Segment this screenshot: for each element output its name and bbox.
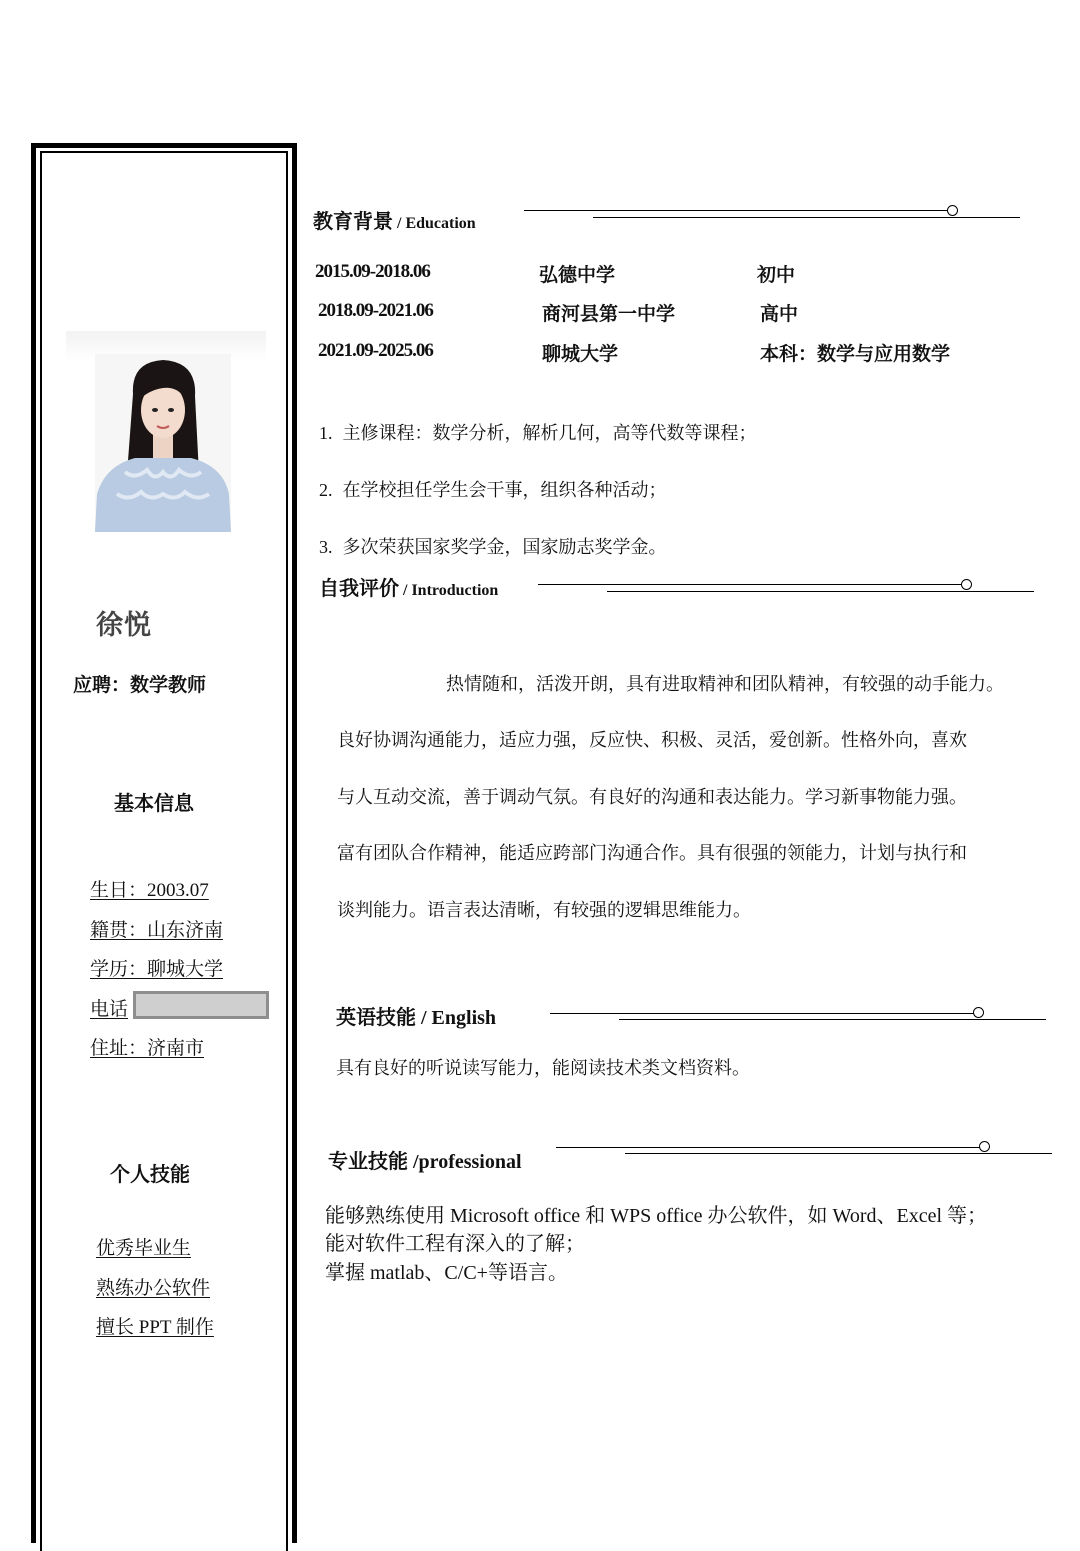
edu-note-text: 在学校担任学生会干事，组织各种活动； [342, 480, 667, 501]
edu-note-text: 多次荣获国家奖学金，国家励志奖学金。 [342, 537, 667, 558]
edu-note-number: 1. [319, 423, 333, 443]
edu-note-number: 2. [319, 480, 333, 500]
professional-title [328, 1145, 522, 1174]
skill-item: 熟练办公软件 [96, 1278, 211, 1299]
profile-photo [95, 354, 231, 532]
edu-note [319, 533, 667, 559]
english-rule-top [550, 1013, 974, 1014]
professional-line: 能对软件工程有深入的了解； [325, 1233, 585, 1255]
candidate-name: 徐悦 [96, 610, 152, 641]
introduction-rule-bottom [607, 591, 1034, 592]
edu-note-number: 3. [319, 537, 333, 557]
english-title-cn: 英语技能 [336, 1005, 416, 1029]
education-title-en: / Education [393, 215, 476, 232]
introduction-rule-dot [961, 579, 972, 590]
professional-title-cn: 专业技能 [328, 1149, 408, 1173]
edu-school: 商河县第一中学 [542, 303, 676, 325]
introduction-rule-top [538, 584, 962, 585]
professional-title-en: /professional [408, 1151, 522, 1173]
edu-note-text: 主修课程：数学分析，解析几何，高等代数等课程； [342, 423, 757, 444]
birthday-line: 生日：2003.07 [90, 880, 209, 901]
english-rule-bottom [619, 1019, 1046, 1020]
degree-line: 学历：聊城大学 [90, 959, 224, 980]
intro-line: 与人互动交流，善于调动气氛。有良好的沟通和表达能力。学习新事物能力强。 [337, 787, 967, 808]
personal-skills-heading: 个人技能 [110, 1162, 190, 1186]
edu-school: 聊城大学 [542, 343, 619, 365]
professional-rule-top [556, 1147, 980, 1148]
education-rule-bottom [593, 217, 1020, 218]
english-rule-dot [973, 1007, 984, 1018]
hometown-line: 籍贯：山东济南 [90, 920, 224, 941]
introduction-title-cn: 自我评价 [319, 576, 399, 600]
edu-level: 本科：数学与应用数学 [760, 343, 951, 365]
applied-position: 应聘：数学教师 [73, 674, 207, 696]
intro-line: 热情随和，活泼开朗，具有进取精神和团队精神，有较强的动手能力。 [446, 674, 1004, 695]
edu-period: 2021.09-2025.06 [318, 340, 433, 361]
education-title [313, 205, 476, 234]
skill-item: 优秀毕业生 [96, 1238, 192, 1259]
education-rule-dot [947, 205, 958, 216]
english-text: 具有良好的听说读写能力，能阅读技术类文档资料。 [336, 1058, 750, 1079]
intro-line: 富有团队合作精神，能适应跨部门沟通合作。具有很强的领能力，计划与执行和 [337, 843, 967, 864]
phone-label: 电话 [90, 999, 129, 1020]
edu-note [319, 419, 757, 445]
professional-rule-bottom [625, 1153, 1052, 1154]
education-rule-top [524, 210, 948, 211]
intro-line: 谈判能力。语言表达清晰，有较强的逻辑思维能力。 [337, 900, 751, 921]
edu-note [319, 476, 667, 502]
english-title-en: / English [416, 1007, 497, 1029]
address-line: 住址：济南市 [90, 1038, 205, 1059]
edu-level: 初中 [757, 264, 796, 286]
skill-item: 擅长 PPT 制作 [96, 1317, 214, 1338]
edu-school: 弘德中学 [539, 264, 616, 286]
edu-period: 2015.09-2018.06 [315, 261, 430, 282]
english-title [336, 1001, 496, 1030]
basic-info-heading: 基本信息 [114, 791, 194, 815]
intro-line: 良好协调沟通能力，适应力强，反应快、积极、灵活，爱创新。性格外向，喜欢 [337, 730, 967, 751]
professional-line: 能够熟练使用 Microsoft office 和 WPS office 办公软件，如 Word、Excel 等； [325, 1205, 988, 1227]
introduction-title [319, 572, 498, 601]
education-title-cn: 教育背景 [313, 209, 393, 233]
professional-line: 掌握 matlab、C/C+等语言。 [325, 1262, 568, 1284]
professional-rule-dot [979, 1141, 990, 1152]
introduction-title-en: / Introduction [399, 582, 499, 599]
edu-period: 2018.09-2021.06 [318, 300, 433, 321]
edu-level: 高中 [760, 303, 799, 325]
phone-redacted-box [133, 991, 269, 1019]
